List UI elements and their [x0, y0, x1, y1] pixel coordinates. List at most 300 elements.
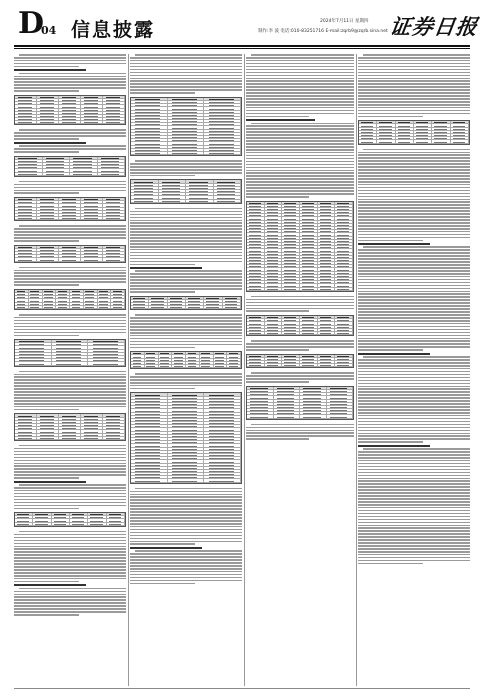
- text-line: [358, 338, 470, 340]
- text-line: [130, 494, 242, 496]
- text-line: [14, 332, 126, 334]
- text-line: [246, 92, 354, 94]
- text-line: [358, 92, 470, 94]
- text-line: [251, 123, 354, 125]
- text-line: [14, 323, 126, 325]
- text-line: [251, 340, 354, 342]
- column-2: [130, 54, 242, 686]
- text-line: [358, 489, 470, 491]
- text-line: [358, 548, 470, 550]
- text-line: [130, 234, 242, 236]
- text-line: [246, 125, 354, 127]
- text-line: [358, 433, 470, 435]
- text-line: [246, 430, 354, 432]
- text-line: [358, 83, 470, 85]
- column-3: [246, 54, 354, 686]
- text-line: [14, 581, 79, 583]
- text-line: [358, 219, 470, 221]
- text-line: [246, 143, 354, 145]
- text-line: [358, 320, 470, 322]
- text-line: [14, 534, 126, 536]
- text-line: [14, 496, 126, 498]
- table-cell: [318, 288, 336, 291]
- table-cell: [414, 140, 432, 143]
- text-line: [246, 302, 354, 304]
- text-line: [130, 169, 242, 171]
- text-line: [14, 508, 79, 510]
- text-line: [130, 535, 242, 537]
- subheading-line: [14, 584, 86, 586]
- text-line: [135, 270, 242, 272]
- text-line: [130, 323, 242, 325]
- text-line: [358, 305, 470, 307]
- text-line: [130, 288, 242, 290]
- text-line: [246, 346, 354, 348]
- text-line: [14, 60, 126, 62]
- table-cell: [37, 121, 59, 124]
- text-line: [14, 326, 126, 328]
- subheading-line: [130, 547, 202, 549]
- text-line: [358, 451, 470, 453]
- text-line: [358, 276, 470, 278]
- text-line: [251, 424, 354, 426]
- text-line: [19, 588, 126, 590]
- text-line: [130, 532, 242, 534]
- text-line: [14, 240, 79, 242]
- text-line: [246, 60, 354, 62]
- text-line: [130, 499, 242, 501]
- text-line: [14, 192, 79, 194]
- text-line: [358, 441, 423, 443]
- text-line: [130, 529, 242, 531]
- text-line: [358, 213, 470, 215]
- text-line: [358, 335, 470, 337]
- text-line: [363, 356, 470, 358]
- text-line: [358, 184, 470, 186]
- text-line: [130, 285, 242, 287]
- text-line: [358, 72, 470, 74]
- text-line: [14, 463, 126, 465]
- text-line: [19, 484, 126, 486]
- text-line: [246, 80, 354, 82]
- text-line: [246, 299, 354, 301]
- table-cell: [15, 437, 37, 440]
- column-4: [358, 54, 470, 686]
- text-line: [358, 204, 470, 206]
- text-line: [358, 98, 470, 100]
- data-table: [14, 197, 126, 221]
- text-line: [358, 261, 470, 263]
- text-line: [246, 378, 354, 380]
- text-line: [14, 471, 126, 473]
- subheading-line: [14, 69, 86, 71]
- data-table: [246, 386, 354, 420]
- text-line: [14, 228, 126, 230]
- text-line: [130, 282, 242, 284]
- text-line: [358, 101, 470, 103]
- text-line: [358, 460, 470, 462]
- text-line: [358, 457, 470, 459]
- table-cell: [200, 365, 214, 368]
- text-line: [246, 152, 354, 154]
- text-line: [14, 272, 126, 274]
- text-line: [358, 365, 470, 367]
- table-cell: [168, 479, 205, 482]
- text-line: [130, 273, 242, 275]
- text-line: [135, 488, 242, 490]
- text-line: [358, 472, 470, 474]
- text-line: [246, 113, 354, 115]
- text-line: [358, 270, 470, 272]
- text-line: [358, 329, 470, 331]
- text-line: [130, 60, 242, 62]
- text-line: [14, 493, 126, 495]
- text-line: [358, 343, 470, 345]
- text-line: [14, 540, 126, 542]
- text-line: [246, 175, 354, 177]
- subheading-line: [358, 243, 430, 245]
- text-line: [358, 273, 470, 275]
- text-line: [14, 234, 126, 236]
- text-line: [251, 296, 354, 298]
- text-line: [19, 531, 126, 533]
- text-line: [358, 380, 470, 382]
- data-table: [14, 245, 126, 263]
- text-line: [14, 190, 126, 192]
- text-line: [246, 137, 354, 139]
- text-line: [358, 75, 470, 77]
- text-line: [130, 329, 242, 331]
- data-table: [14, 156, 126, 177]
- text-line: [358, 66, 470, 68]
- text-line: [363, 246, 470, 248]
- text-line: [14, 374, 126, 376]
- text-line: [246, 181, 354, 183]
- table-cell: [159, 365, 173, 368]
- text-line: [130, 338, 242, 340]
- table-cell: [335, 332, 353, 335]
- text-line: [130, 332, 242, 334]
- table-cell: [282, 288, 300, 291]
- text-line: [251, 54, 354, 56]
- text-line: [14, 543, 126, 545]
- text-line: [130, 562, 242, 564]
- text-line: [358, 421, 470, 423]
- table-cell: [247, 364, 265, 367]
- text-line: [358, 412, 470, 414]
- text-line: [14, 575, 126, 577]
- table-cell: [33, 523, 51, 526]
- issue-date: 2024年7月11日 星期四: [320, 19, 369, 24]
- text-line: [358, 507, 470, 509]
- text-line: [130, 526, 242, 528]
- text-line: [246, 161, 354, 163]
- subheading-line: [14, 481, 86, 483]
- text-line: [358, 199, 470, 201]
- table-cell: [451, 140, 469, 143]
- text-line: [358, 415, 470, 417]
- text-line: [358, 427, 470, 429]
- text-line: [358, 495, 470, 497]
- text-line: [130, 379, 242, 381]
- text-line: [130, 571, 242, 573]
- subheading-line: [130, 267, 202, 269]
- text-line: [246, 72, 354, 74]
- table-cell: [149, 306, 167, 309]
- table-cell: [186, 306, 204, 309]
- text-line: [19, 445, 126, 447]
- text-line: [358, 359, 470, 361]
- text-line: [14, 187, 126, 189]
- text-line: [14, 490, 126, 492]
- text-line: [14, 557, 126, 559]
- table-cell: [81, 437, 103, 440]
- text-line: [358, 152, 470, 154]
- table-cell: [327, 415, 354, 418]
- text-line: [358, 69, 470, 71]
- table-cell: [335, 364, 353, 367]
- text-line: [358, 255, 470, 257]
- text-line: [14, 376, 126, 378]
- text-line: [130, 231, 242, 233]
- text-line: [14, 468, 126, 470]
- text-line: [358, 454, 470, 456]
- text-line: [358, 181, 470, 183]
- text-line: [130, 577, 242, 579]
- column-1: [14, 54, 126, 686]
- subheading-line: [246, 119, 315, 121]
- table-cell: [282, 364, 300, 367]
- text-line: [358, 530, 470, 532]
- text-line: [130, 163, 242, 165]
- text-line: [246, 128, 354, 130]
- text-line: [14, 66, 79, 68]
- subheading-line: [358, 445, 430, 447]
- text-line: [246, 193, 354, 195]
- data-table: [246, 354, 354, 369]
- table-cell: [81, 217, 103, 220]
- text-line: [14, 505, 126, 507]
- text-line: [358, 222, 470, 224]
- table-cell: [377, 140, 395, 143]
- text-line: [358, 377, 470, 379]
- text-line: [358, 240, 423, 242]
- text-line: [130, 57, 242, 59]
- text-line: [130, 517, 242, 519]
- text-line: [14, 90, 79, 92]
- text-line: [358, 349, 423, 351]
- text-line: [358, 480, 470, 482]
- table-cell: [265, 332, 283, 335]
- text-line: [14, 81, 126, 83]
- text-line: [358, 279, 470, 281]
- text-line: [130, 89, 242, 91]
- text-line: [14, 78, 126, 80]
- text-line: [358, 190, 470, 192]
- text-line: [130, 237, 242, 239]
- table-cell: [37, 217, 59, 220]
- text-line: [246, 69, 354, 71]
- text-line: [130, 246, 242, 248]
- text-line: [358, 475, 470, 477]
- text-line: [14, 388, 126, 390]
- text-line: [14, 566, 126, 568]
- text-line: [246, 107, 354, 109]
- text-line: [246, 131, 354, 133]
- text-line: [135, 160, 242, 162]
- text-line: [358, 178, 470, 180]
- text-line: [246, 310, 309, 312]
- text-line: [358, 187, 470, 189]
- text-line: [358, 542, 470, 544]
- text-line: [130, 83, 242, 85]
- data-table: [14, 95, 126, 126]
- table-cell: [265, 288, 283, 291]
- table-cell: [131, 152, 168, 155]
- text-line: [130, 228, 242, 230]
- text-line: [358, 237, 470, 239]
- table-cell: [131, 365, 145, 368]
- text-line: [130, 508, 242, 510]
- table-cell: [204, 306, 222, 309]
- text-line: [246, 75, 354, 77]
- data-table: [358, 120, 470, 144]
- text-line: [130, 75, 242, 77]
- text-line: [358, 409, 470, 411]
- text-line: [358, 252, 470, 254]
- text-line: [14, 394, 126, 396]
- text-line: [358, 545, 470, 547]
- text-line: [19, 73, 126, 75]
- text-line: [130, 214, 242, 216]
- table-cell: [186, 365, 200, 368]
- text-line: [363, 448, 470, 450]
- text-line: [14, 382, 126, 384]
- text-line: [14, 132, 126, 134]
- text-line: [358, 486, 470, 488]
- text-line: [130, 86, 242, 88]
- subheading-line: [358, 353, 430, 355]
- text-line: [130, 565, 242, 567]
- text-line: [14, 385, 126, 387]
- text-line: [14, 457, 126, 459]
- text-line: [246, 134, 354, 136]
- text-line: [135, 314, 242, 316]
- text-line: [246, 146, 354, 148]
- text-line: [358, 308, 470, 310]
- text-line: [130, 556, 242, 558]
- text-line: [19, 371, 126, 373]
- text-line: [358, 340, 470, 342]
- text-line: [358, 391, 470, 393]
- text-line: [130, 291, 195, 293]
- text-line: [246, 167, 354, 169]
- text-line: [358, 296, 470, 298]
- text-line: [14, 135, 126, 137]
- text-line: [358, 563, 423, 565]
- text-line: [358, 430, 470, 432]
- text-line: [246, 190, 354, 192]
- text-line: [358, 463, 470, 465]
- text-line: [246, 158, 354, 160]
- text-line: [19, 54, 126, 56]
- table-cell: [318, 332, 336, 335]
- text-line: [14, 599, 126, 601]
- table-cell: [70, 173, 98, 176]
- data-table: [14, 413, 126, 441]
- text-line: [358, 57, 470, 59]
- table-cell: [172, 365, 186, 368]
- text-line: [358, 78, 470, 80]
- text-line: [14, 578, 126, 580]
- text-line: [14, 397, 126, 399]
- text-line: [14, 487, 126, 489]
- text-line: [130, 502, 242, 504]
- text-line: [14, 275, 126, 277]
- table-cell: [43, 306, 57, 309]
- text-line: [358, 326, 470, 328]
- text-line: [246, 89, 354, 91]
- text-line: [130, 317, 242, 319]
- text-line: [358, 193, 470, 195]
- text-line: [358, 483, 470, 485]
- text-line: [130, 583, 195, 585]
- text-line: [14, 84, 126, 86]
- text-line: [14, 451, 126, 453]
- text-line: [14, 335, 79, 337]
- text-line: [358, 302, 470, 304]
- text-line: [246, 155, 354, 157]
- text-line: [14, 596, 126, 598]
- text-line: [358, 397, 470, 399]
- text-line: [130, 78, 242, 80]
- text-line: [130, 211, 242, 213]
- text-line: [130, 505, 242, 507]
- text-line: [130, 568, 242, 570]
- text-line: [358, 169, 470, 171]
- text-line: [130, 255, 242, 257]
- text-line: [130, 249, 242, 251]
- text-line: [130, 261, 242, 263]
- table-cell: [43, 173, 71, 176]
- text-line: [358, 172, 470, 174]
- table-cell: [265, 364, 283, 367]
- text-line: [130, 320, 242, 322]
- text-line: [358, 154, 470, 156]
- text-line: [130, 252, 242, 254]
- text-line: [19, 225, 126, 227]
- text-line: [130, 496, 242, 498]
- text-line: [358, 166, 470, 168]
- text-line: [246, 86, 354, 88]
- text-line: [246, 66, 354, 68]
- text-line: [246, 375, 354, 377]
- text-line: [358, 525, 470, 527]
- column-divider: [356, 54, 357, 686]
- text-line: [358, 160, 470, 162]
- text-line: [358, 113, 470, 115]
- table-cell: [59, 437, 81, 440]
- text-line: [14, 474, 126, 476]
- text-line: [130, 264, 195, 266]
- text-line: [135, 54, 242, 56]
- text-line: [135, 208, 242, 210]
- text-line: [246, 104, 354, 106]
- data-table: [130, 97, 242, 156]
- text-line: [246, 95, 354, 97]
- text-line: [358, 492, 470, 494]
- text-line: [358, 60, 470, 62]
